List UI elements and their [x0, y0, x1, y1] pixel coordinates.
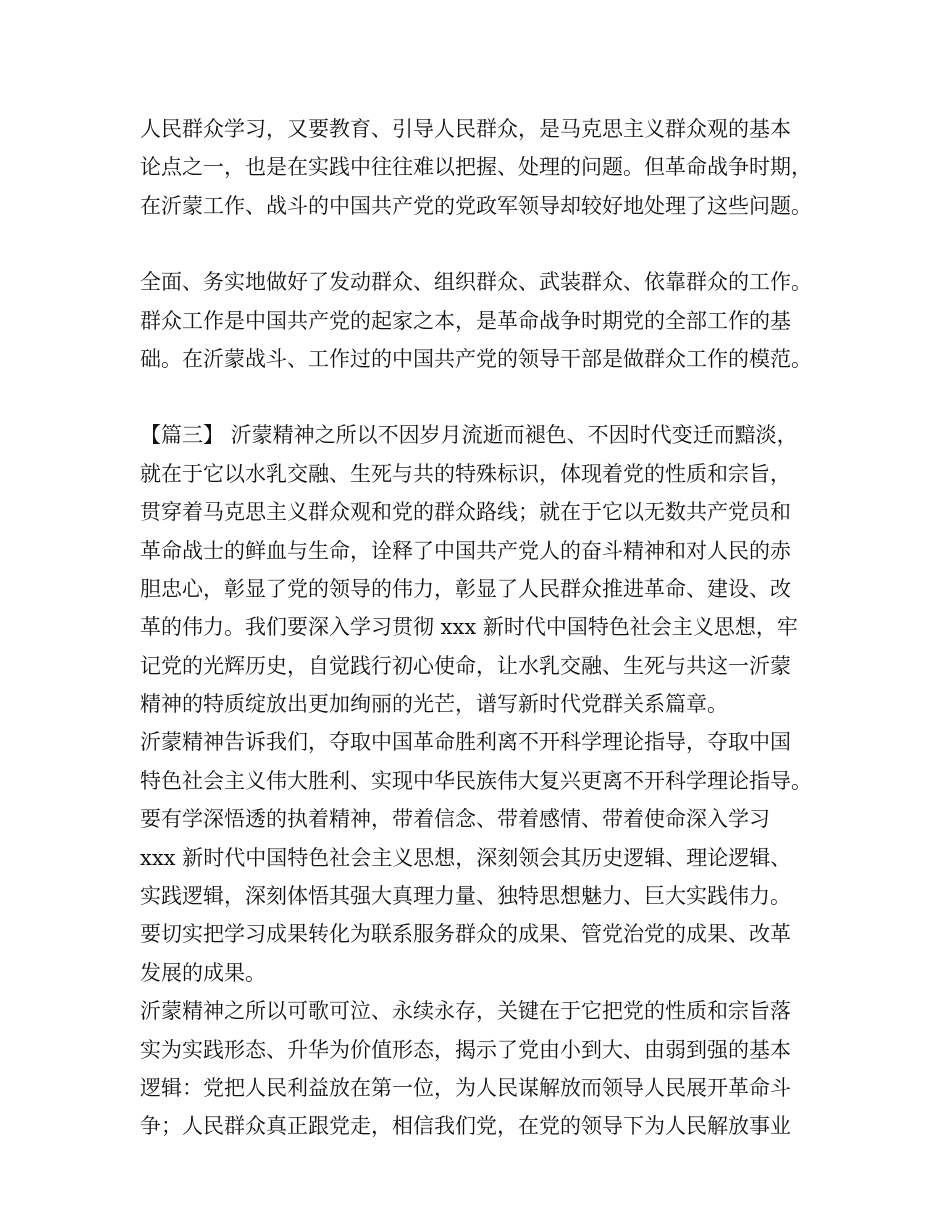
paragraph-spacer [140, 378, 840, 416]
text-line: 贯穿着马克思主义群众观和党的群众路线；就在于它以无数共产党员和 [140, 500, 791, 525]
paragraph [140, 263, 840, 378]
text-line: 精神的特质绽放出更加绚丽的光芒，谱写新时代党群关系篇章。 [140, 692, 728, 717]
text-line: 人民群众学习，又要教育、引导人民群众，是马克思主义群众观的基本 [140, 117, 791, 141]
text-line: 要切实把学习成果转化为联系服务群众的成果、管党治党的成果、改革 [140, 922, 791, 947]
text-line: 实为实践形态、升华为价值形态，揭示了党由小到大、由弱到强的基本 [140, 1037, 791, 1062]
text-line: 在沂蒙工作、战斗的中国共产党的党政军领导却较好地处理了这些问题。 [140, 193, 812, 218]
text-line: 全面、务实地做好了发动群众、组织群众、武装群众、依靠群众的工作。 [140, 270, 812, 295]
text-line: 争；人民群众真正跟党走，相信我们党，在党的领导下为人民解放事业 [140, 1114, 791, 1139]
text-line: xxx 新时代中国特色社会主义思想，深刻领会其历史逻辑、理论逻辑、 [140, 845, 792, 870]
text-line: 革的伟力。我们要深入学习贯彻 xxx 新时代中国特色社会主义思想，牢 [140, 615, 798, 640]
text-line: 胆忠心，彰显了党的领导的伟力，彰显了人民群众推进革命、建设、改 [140, 576, 791, 601]
text-line: 发展的成果。 [140, 960, 266, 985]
text-line: 【篇三】 沂蒙精神之所以不因岁月流逝而褪色、不因时代变迁而黯淡， [140, 423, 798, 448]
text-line: 革命战士的鲜血与生命，诠释了中国共产党人的奋斗精神和对人民的赤 [140, 538, 791, 563]
paragraph-spacer [140, 225, 840, 263]
document-body [140, 110, 840, 1146]
paragraph [140, 416, 840, 1145]
text-line: 实践逻辑，深刻体悟其强大真理力量、独特思想魅力、巨大实践伟力。 [140, 884, 791, 909]
paragraph [140, 110, 840, 225]
text-line: 群众工作是中国共产党的起家之本，是革命战争时期党的全部工作的基 [140, 308, 791, 333]
text-line: 记党的光辉历史，自觉践行初心使命，让水乳交融、生死与共这一沂蒙 [140, 653, 791, 678]
text-line: 础。在沂蒙战斗、工作过的中国共产党的领导干部是做群众工作的模范。 [140, 346, 812, 371]
text-line: 沂蒙精神之所以可歌可泣、永续永存，关键在于它把党的性质和宗旨落 [140, 999, 791, 1024]
text-line: 要有学深悟透的执着精神，带着信念、带着感情、带着使命深入学习 [140, 807, 770, 832]
text-line: 就在于它以水乳交融、生死与共的特殊标识，体现着党的性质和宗旨， [140, 461, 791, 486]
text-line: 特色社会主义伟大胜利、实现中华民族伟大复兴更离不开科学理论指导。 [140, 768, 812, 793]
text-line: 沂蒙精神告诉我们，夺取中国革命胜利离不开科学理论指导，夺取中国 [140, 730, 791, 755]
text-line: 逻辑：党把人民利益放在第一位，为人民谋解放而领导人民展开革命斗 [140, 1075, 791, 1100]
text-line: 论点之一，也是在实践中往往难以把握、处理的问题。但革命战争时期， [140, 155, 812, 180]
